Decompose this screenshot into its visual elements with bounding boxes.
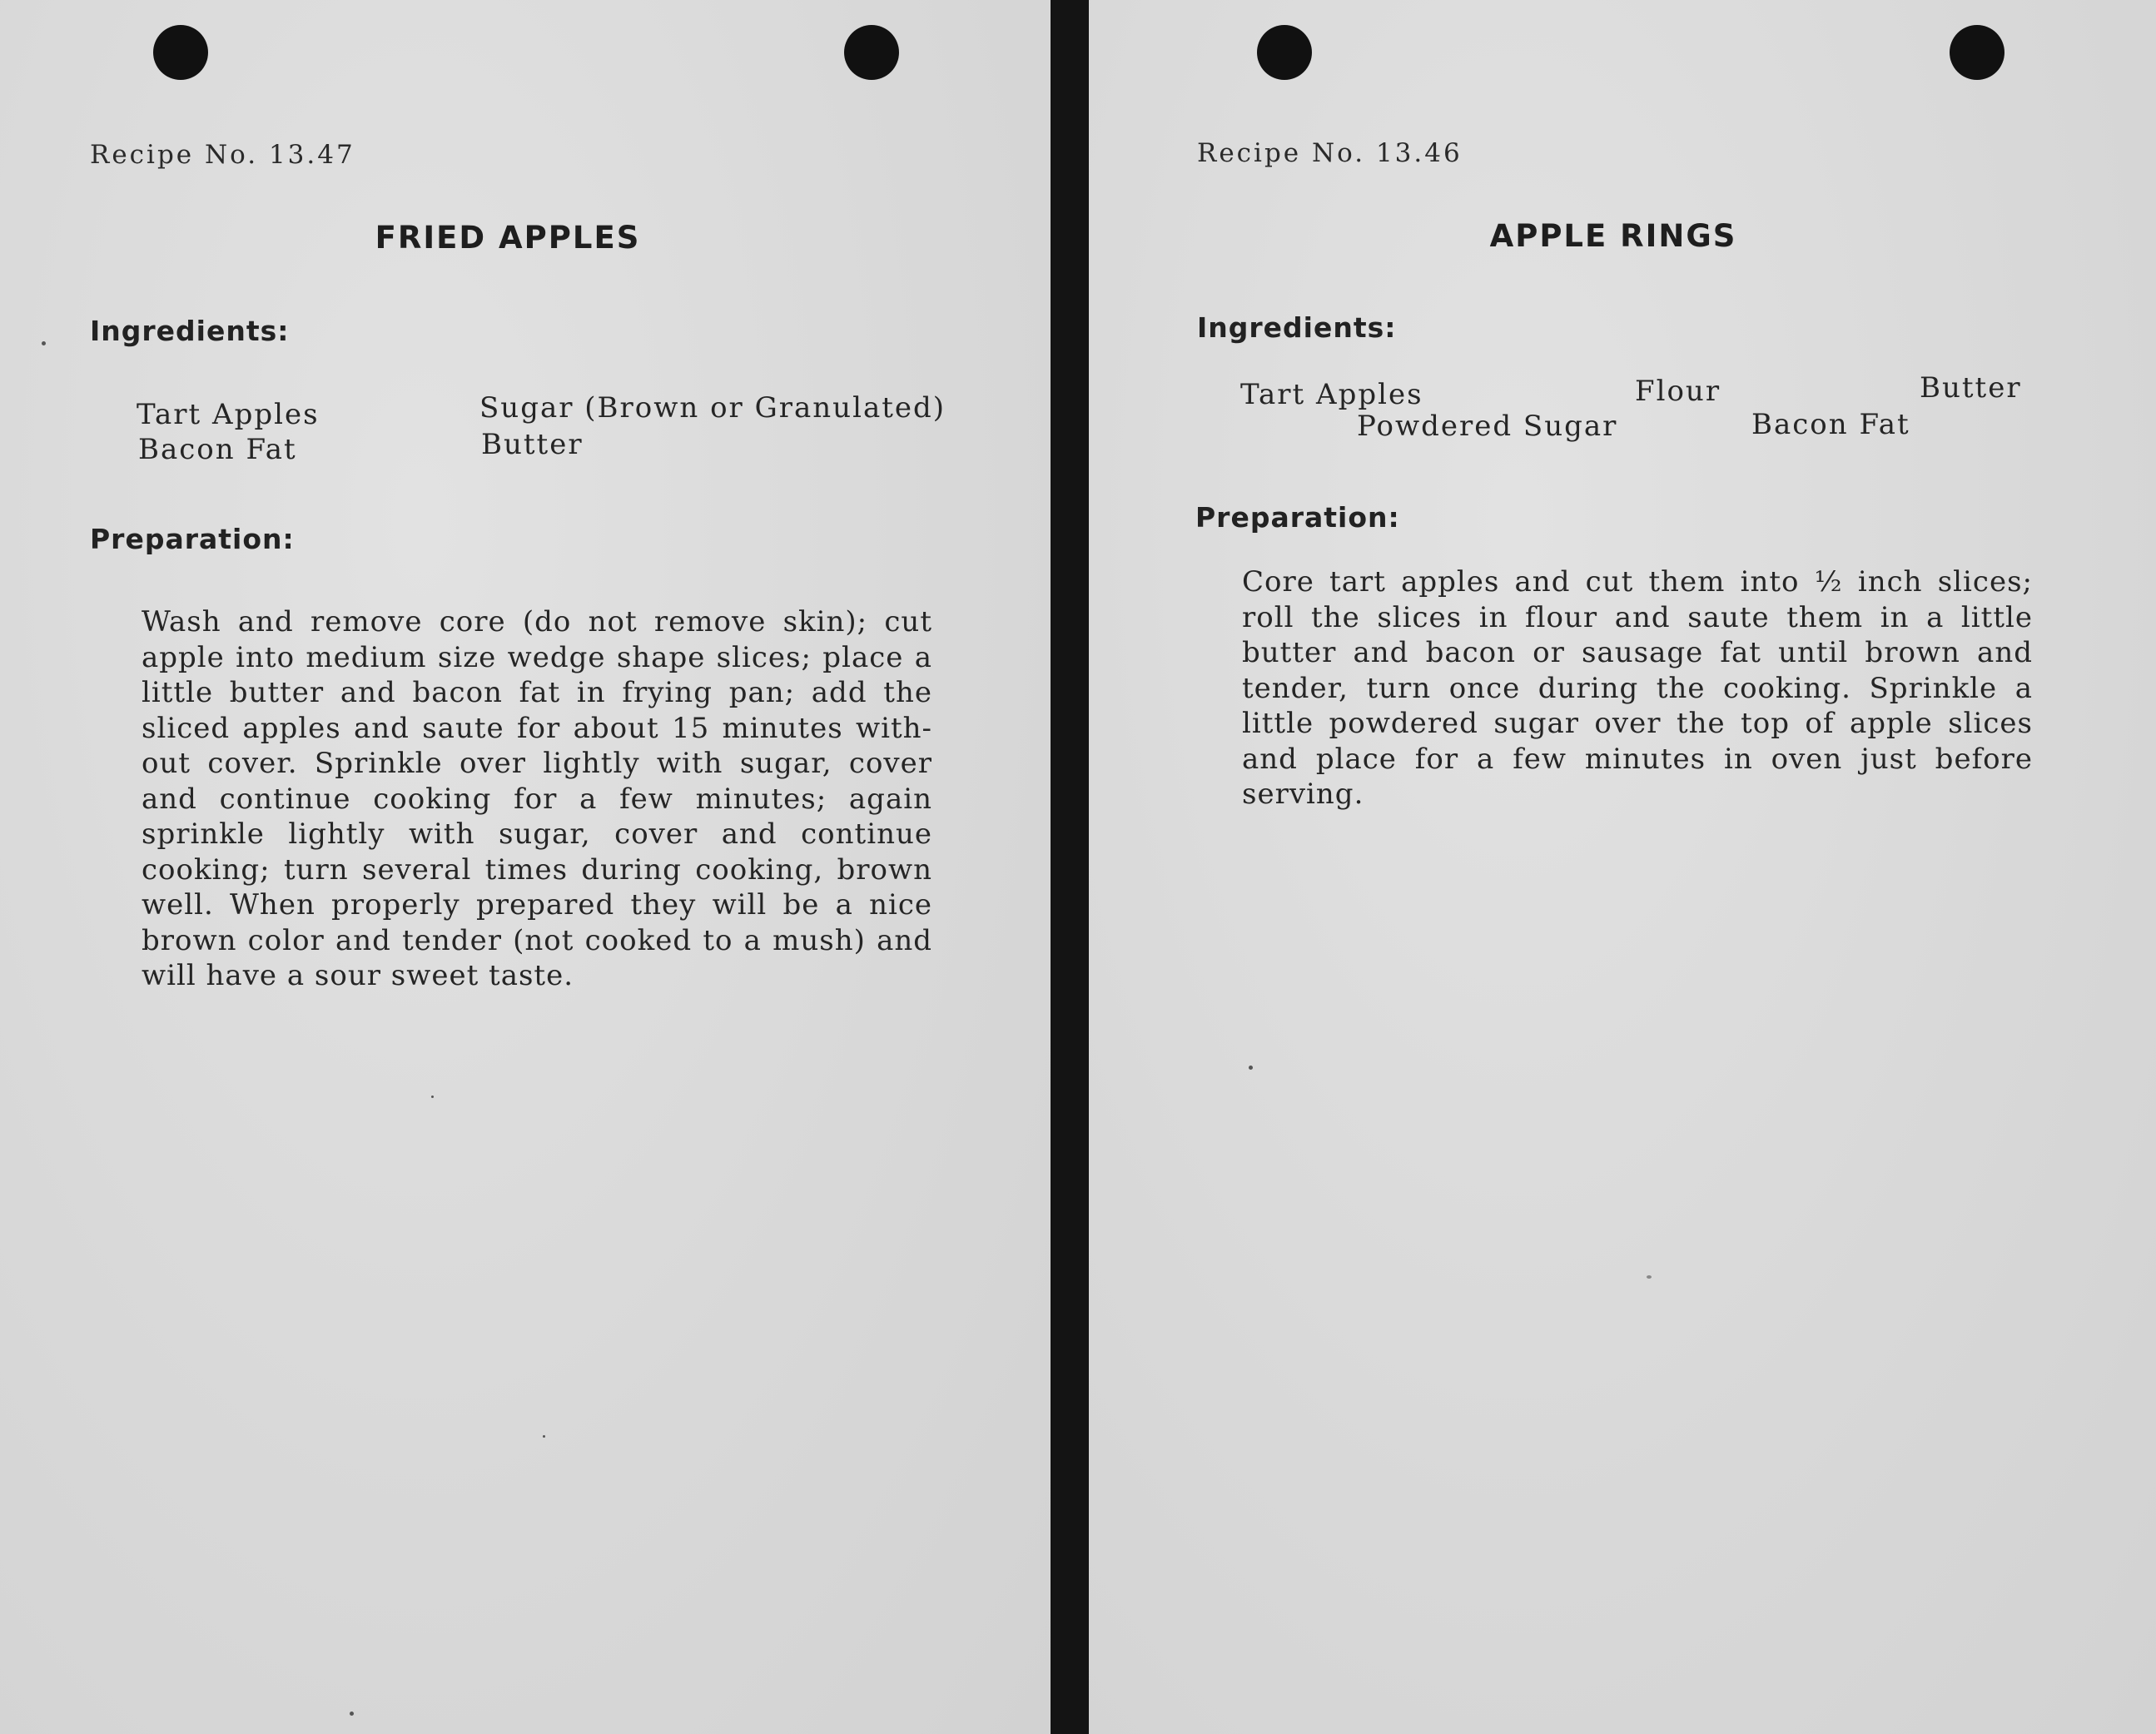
paper-speck bbox=[1647, 1275, 1652, 1279]
preparation-line: brown color and tender (not cooked to a mush) and bbox=[142, 923, 932, 957]
preparation-text bbox=[142, 604, 932, 994]
paper-speck bbox=[1249, 1066, 1253, 1070]
preparation-line: butter and bacon or sausage fat until brown and bbox=[1242, 636, 2033, 669]
paper-speck bbox=[543, 1435, 545, 1438]
preparation-line: tender, turn once during the cooking. Sprinkle a bbox=[1242, 671, 2033, 705]
ingredient-item: Tart Apples bbox=[1240, 378, 1423, 411]
punch-hole-left bbox=[1257, 25, 1312, 80]
punch-hole-right bbox=[844, 25, 899, 80]
preparation-line: and continue cooking for a few minutes; again bbox=[142, 782, 932, 816]
ingredient-item: Sugar (Brown or Granulated) bbox=[479, 391, 946, 425]
ingredient-item: Butter bbox=[1920, 371, 2022, 405]
paper-speck bbox=[431, 1096, 434, 1098]
recipe-number: Recipe No. 13.46 bbox=[1197, 138, 1463, 168]
preparation-line: little powdered sugar over the top of apple slices bbox=[1242, 707, 2033, 740]
punch-hole-right bbox=[1950, 25, 2004, 80]
recipe-number: Recipe No. 13.47 bbox=[90, 140, 355, 170]
preparation-text bbox=[1242, 564, 2033, 812]
preparation-line: sprinkle lightly with sugar, cover and continue bbox=[142, 817, 932, 851]
punch-hole-left bbox=[153, 25, 208, 80]
preparation-line: Wash and remove core (do not remove skin); cut bbox=[142, 605, 932, 638]
recipe-title: FRIED APPLES bbox=[375, 220, 641, 256]
ingredient-item: Powdered Sugar bbox=[1357, 410, 1618, 443]
preparation-line: out cover. Sprinkle over lightly with sugar, cover bbox=[142, 747, 932, 780]
ingredients-heading: Ingredients: bbox=[1197, 311, 1397, 344]
preparation-line: and place for a few minutes in oven just before bbox=[1242, 742, 2033, 776]
ingredient-item: Flour bbox=[1635, 375, 1721, 408]
recipe-card-apple-rings bbox=[1089, 0, 2156, 1734]
preparation-line: serving. bbox=[1242, 778, 1364, 811]
recipe-title: APPLE RINGS bbox=[1489, 218, 1737, 254]
ingredient-item: Bacon Fat bbox=[138, 433, 297, 466]
preparation-line: sliced apples and saute for about 15 minutes with- bbox=[142, 711, 932, 745]
ingredients-heading: Ingredients: bbox=[90, 315, 290, 347]
recipe-card-fried-apples bbox=[0, 0, 1051, 1734]
preparation-line: roll the slices in flour and saute them in a little bbox=[1242, 600, 2033, 634]
preparation-line: will have a sour sweet taste. bbox=[142, 959, 574, 992]
preparation-line: Core tart apples and cut them into ½ inch slices; bbox=[1242, 565, 2033, 599]
ingredient-item: Butter bbox=[481, 428, 584, 461]
preparation-line: apple into medium size wedge shape slices; place a bbox=[142, 640, 932, 674]
paper-speck bbox=[350, 1712, 354, 1716]
preparation-heading: Preparation: bbox=[1195, 501, 1400, 534]
ingredient-item: Bacon Fat bbox=[1751, 408, 1910, 441]
preparation-heading: Preparation: bbox=[90, 523, 295, 555]
preparation-line: little butter and bacon fat in frying pan; add the bbox=[142, 676, 932, 709]
preparation-line: cooking; turn several times during cooking, brown bbox=[142, 852, 932, 887]
paper-speck bbox=[42, 341, 46, 345]
ingredient-item: Tart Apples bbox=[137, 398, 320, 431]
preparation-line: well. When properly prepared they will be a nice bbox=[142, 888, 932, 922]
